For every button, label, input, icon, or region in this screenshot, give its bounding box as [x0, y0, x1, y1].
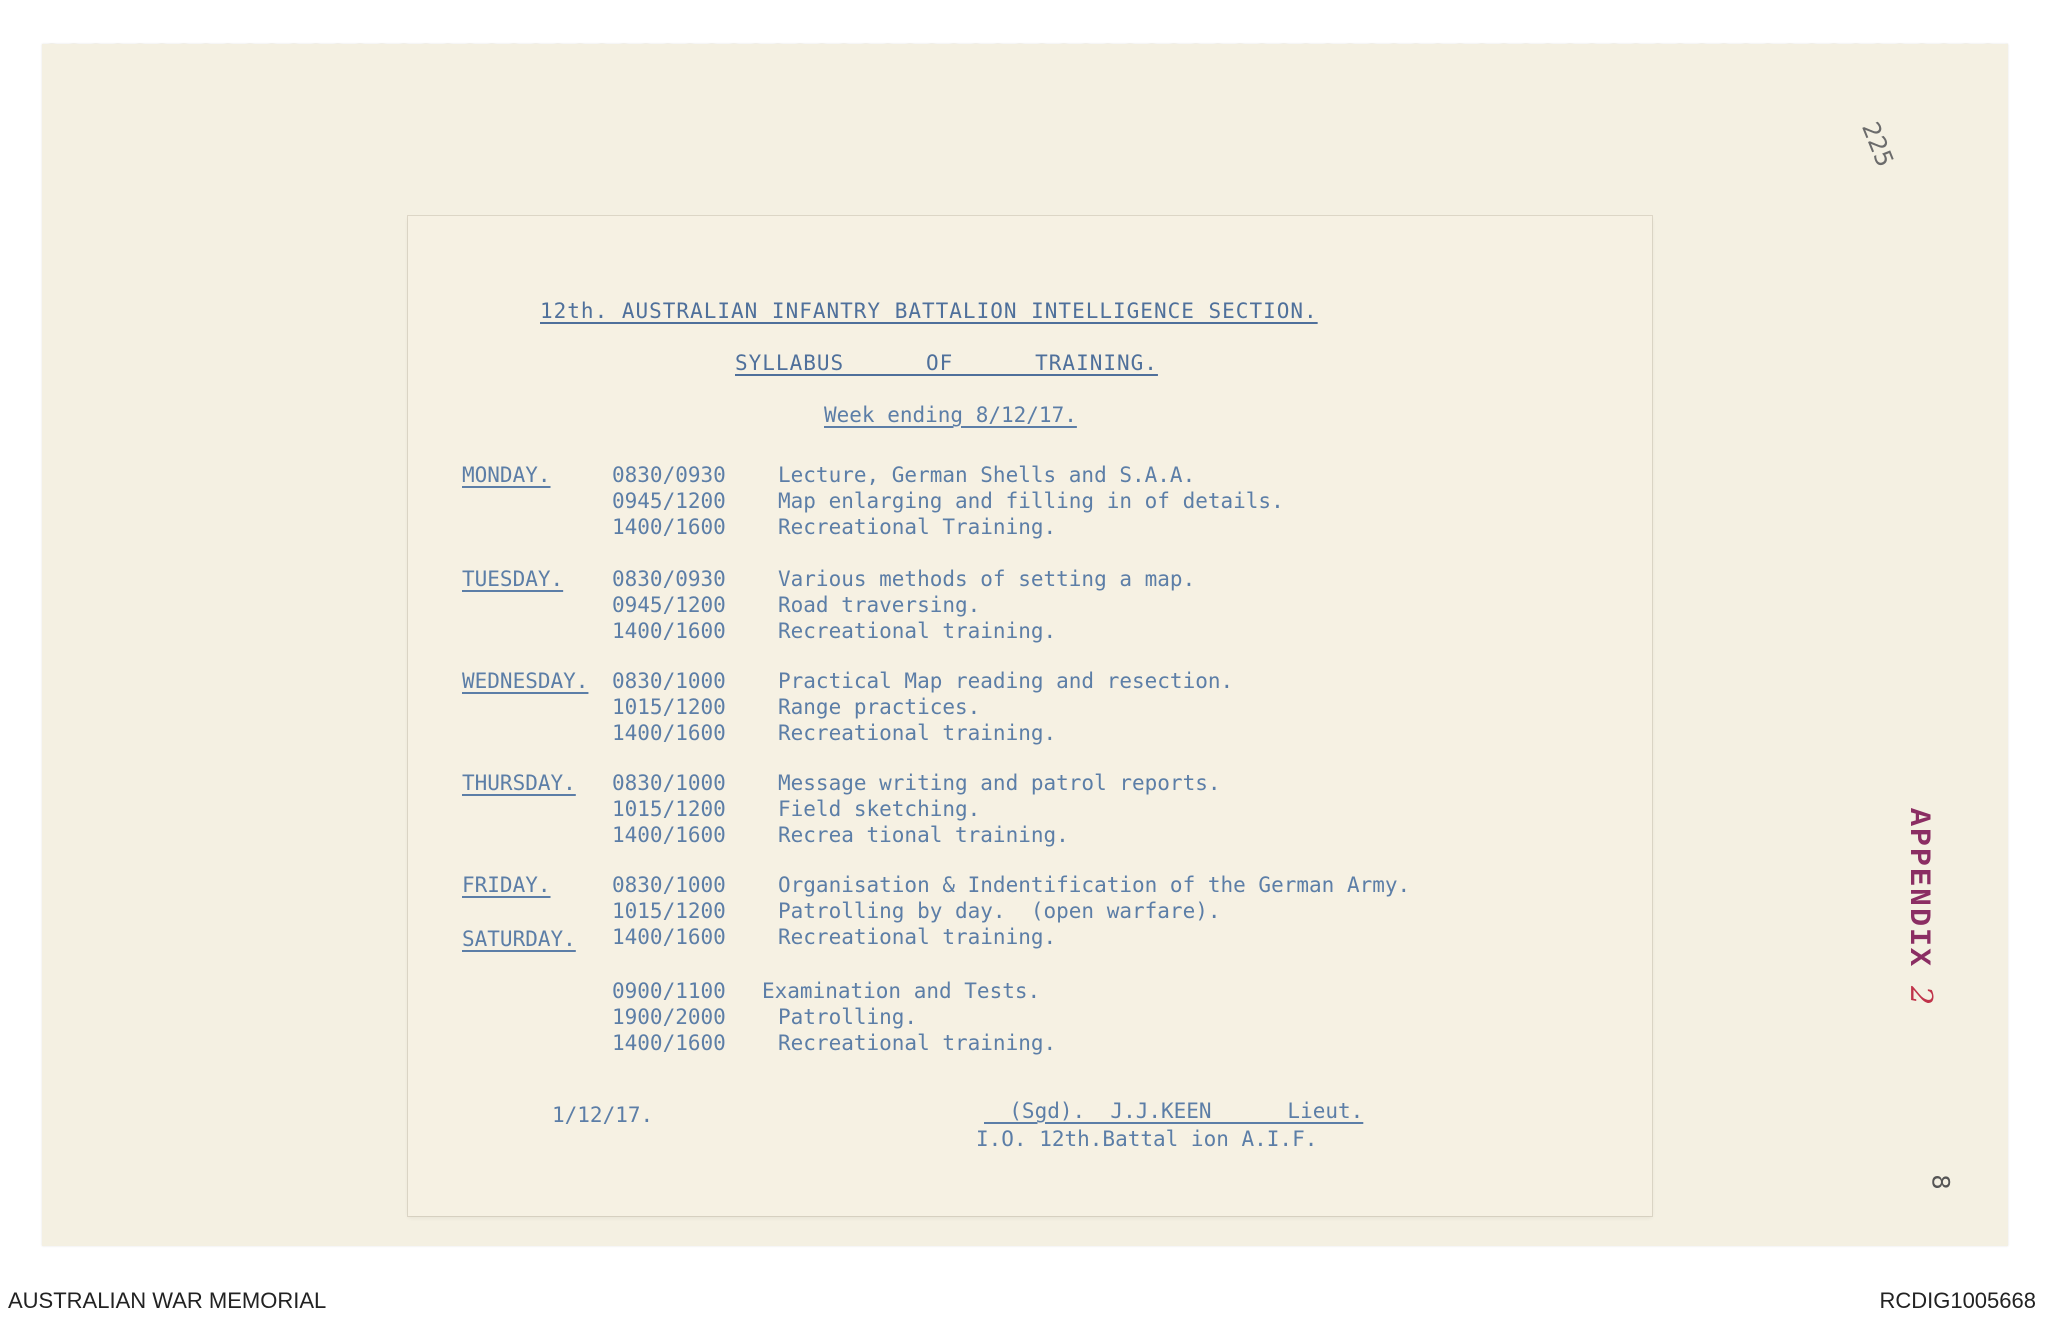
slot-time: 1015/1200	[612, 797, 726, 821]
slot-time: 0830/1000	[612, 873, 726, 897]
appendix-stamp-number: 2	[1903, 986, 1938, 1008]
signature-title: I.O. 12th.Battal ion A.I.F.	[976, 1127, 1318, 1151]
slot-activity: Lecture, German Shells and S.A.A.	[778, 463, 1196, 487]
slot-time: 0945/1200	[612, 489, 726, 513]
slot-activity: Range practices.	[778, 695, 981, 719]
archive-caption: AUSTRALIAN WAR MEMORIAL	[8, 1288, 327, 1313]
slot-time: 0830/1000	[612, 669, 726, 693]
slot-activity: Recreational training.	[778, 925, 1057, 949]
typed-syllabus-card	[408, 216, 1652, 1216]
day-label: MONDAY.	[462, 463, 551, 487]
slot-activity: Message writing and patrol reports.	[778, 771, 1221, 795]
day-label: FRIDAY.	[462, 873, 551, 897]
slot-activity: Recreational Training.	[778, 515, 1057, 539]
day-label: WEDNESDAY.	[462, 669, 589, 693]
slot-time: 1015/1200	[612, 695, 726, 719]
slot-activity: Road traversing.	[778, 593, 981, 617]
slot-time: 1400/1600	[612, 1031, 726, 1055]
page-number: 225	[1856, 118, 1900, 171]
slot-time: 0830/0930	[612, 463, 726, 487]
slot-time: 1900/2000	[612, 1005, 726, 1029]
slot-activity: Recreational training.	[778, 721, 1057, 745]
slot-activity: Recreational training.	[778, 1031, 1057, 1055]
slot-activity: Patrolling by day. (open warfare).	[778, 899, 1221, 923]
appendix-stamp	[1901, 808, 1938, 1007]
slot-time: 1400/1600	[612, 721, 726, 745]
appendix-stamp-text: APPENDIX	[1901, 808, 1935, 969]
document-subtitle: SYLLABUS OF TRAINING.	[735, 351, 1158, 375]
document-title: 12th. AUSTRALIAN INFANTRY BATTALION INTELLIGENCE SECTION.	[540, 299, 1318, 323]
slot-activity: Recreational training.	[778, 619, 1057, 643]
document-date: 1/12/17.	[552, 1103, 654, 1127]
day-label: TUESDAY.	[462, 567, 564, 591]
side-number: 8	[1926, 1174, 1955, 1190]
week-ending: Week ending 8/12/17.	[824, 403, 1077, 427]
slot-time: 1400/1600	[612, 925, 726, 949]
day-label: THURSDAY.	[462, 771, 576, 795]
slot-time: 0830/0930	[612, 567, 726, 591]
slot-activity: Map enlarging and filling in of details.	[778, 489, 1284, 513]
slot-activity: Patrolling.	[778, 1005, 918, 1029]
day-label: SATURDAY.	[462, 927, 576, 951]
slot-time: 0900/1100	[612, 979, 726, 1003]
slot-time: 0830/1000	[612, 771, 726, 795]
signature-line: (Sgd). J.J.KEEN Lieut.	[984, 1099, 1364, 1123]
slot-activity: Organisation & Indentification of the German Army.	[778, 873, 1411, 897]
archive-id: RCDIG1005668	[1879, 1288, 2036, 1313]
slot-activity: Recrea tional training.	[778, 823, 1069, 847]
slot-time: 1400/1600	[612, 515, 726, 539]
slot-time: 1015/1200	[612, 899, 726, 923]
slot-time: 0945/1200	[612, 593, 726, 617]
slot-activity: Various methods of setting a map.	[778, 567, 1196, 591]
slot-time: 1400/1600	[612, 619, 726, 643]
slot-activity: Practical Map reading and resection.	[778, 669, 1234, 693]
slot-activity: Examination and Tests.	[762, 979, 1041, 1003]
slot-time: 1400/1600	[612, 823, 726, 847]
slot-activity: Field sketching.	[778, 797, 981, 821]
